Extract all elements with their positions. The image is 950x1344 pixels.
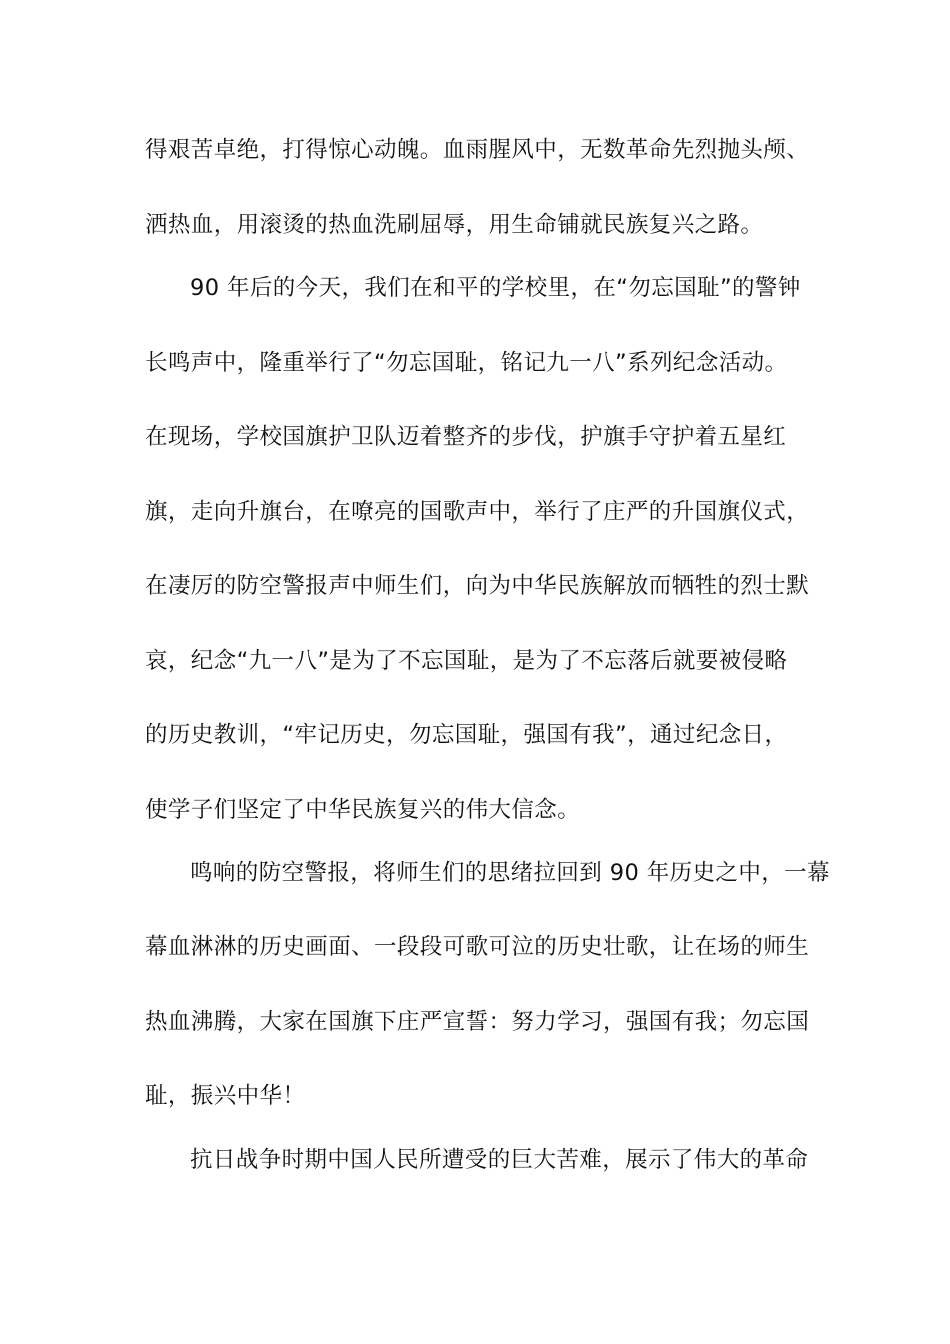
text-line: 在凄厉的防空警报声中师生们，向为中华民族解放而牺牲的烈士默 [145, 573, 810, 599]
text-line: 耻，振兴中华！ [145, 1083, 306, 1109]
text-line: 得艰苦卓绝，打得惊心动魄。血雨腥风中，无数革命先烈抛头颅、 [145, 137, 810, 163]
text-line: 洒热血，用滚烫的热血洗刷屈辱，用生命铺就民族复兴之路。 [145, 212, 764, 238]
text-line: 在现场，学校国旗护卫队迈着整齐的步伐，护旗手守护着五星红 [145, 424, 787, 450]
paragraph-start-line: 90 年后的今天，我们在和平的学校里，在“勿忘国耻”的警钟 [190, 275, 801, 301]
text-line: 长鸣声中，隆重举行了“勿忘国耻，铭记九一八”系列纪念活动。 [145, 350, 788, 376]
text-line: 旗，走向升旗台，在嘹亮的国歌声中，举行了庄严的升国旗仪式， [145, 499, 810, 525]
text-line: 哀，纪念“九一八”是为了不忘国耻，是为了不忘落后就要被侵略 [145, 648, 788, 674]
text-line: 热血沸腾，大家在国旗下庄严宣誓：努力学习，强国有我；勿忘国 [145, 1009, 810, 1035]
text-line: 幕血淋淋的历史画面、一段段可歌可泣的历史壮歌，让在场的师生 [145, 934, 810, 960]
paragraph-start-line: 鸣响的防空警报，将师生们的思绪拉回到 90 年历史之中，一幕 [190, 860, 830, 886]
text-line: 使学子们坚定了中华民族复兴的伟大信念。 [145, 797, 581, 823]
text-line: 的历史教训，“牢记历史，勿忘国耻，强国有我”，通过纪念日， [145, 722, 788, 748]
paragraph-start-line: 抗日战争时期中国人民所遭受的巨大苦难，展示了伟大的革命 [190, 1147, 809, 1173]
